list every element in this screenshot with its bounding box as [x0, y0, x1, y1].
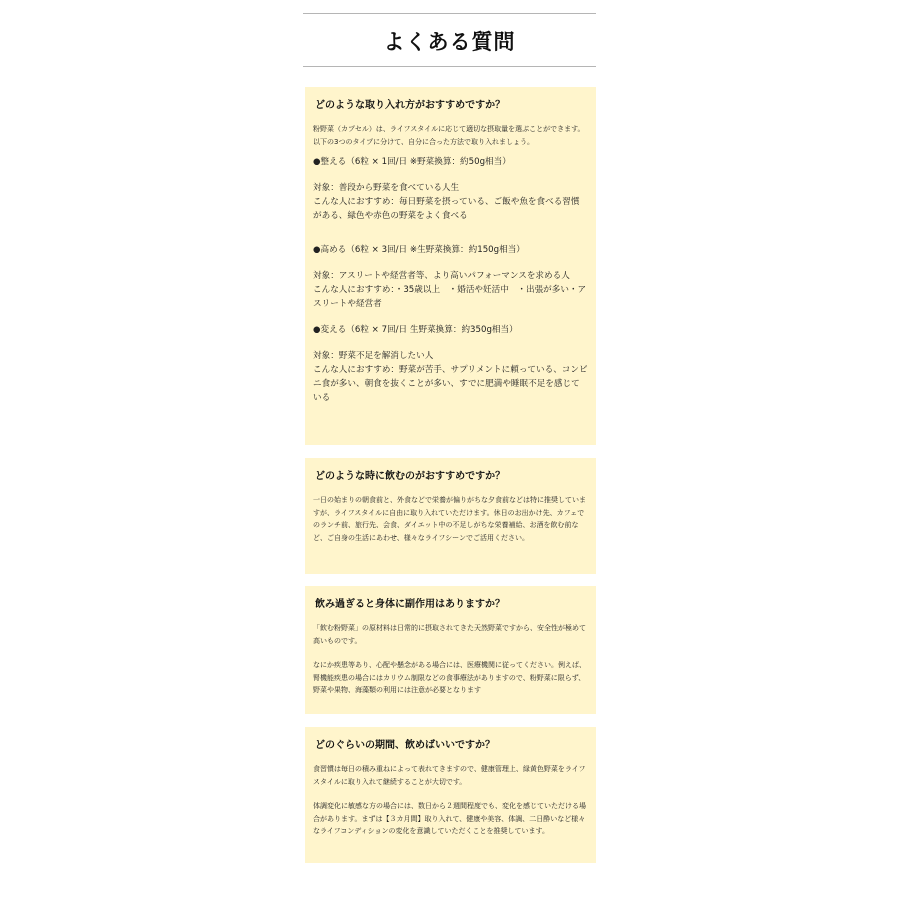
faq-question: 飲み過ぎると身体に副作用はありますか？: [315, 599, 505, 610]
page-title: よくある質問: [383, 30, 516, 54]
plan-target: 対象：アスリートや経営者等、より高いパフォーマンスを求める人: [313, 271, 570, 281]
faq-paragraph: 体調変化に敏感な方の場合には、数日から２週間程度でも、変化を感じていただける場合があります。まずは【３カ月間】取り入れて、健康や美容、体調、二日酔いなど様々なライフコンディションの変化を意識していただくことを推奨しています。: [313, 802, 586, 835]
faq-question: どのぐらいの期間、飲めばいいですか？: [315, 740, 495, 751]
plan-heading-boost: ●高める（6粒 × 3回/日 ※生野菜換算：約150g相当）: [313, 245, 525, 255]
plan-recommend: こんな人におすすめ：野菜が苦手、サプリメントに頼っている、コンビニ食が多い、朝食を抜くことが多い、すでに肥満や睡眠不足を感じている: [313, 365, 588, 403]
faq-item-timing: [305, 458, 596, 574]
plan-recommend: こんな人におすすめ：・35歳以上 ・婚活や妊活中 ・出張が多い・アスリートや経営者: [313, 285, 587, 309]
faq-question: どのような時に飲むのがおすすめですか？: [315, 471, 506, 482]
faq-answer: [313, 123, 588, 405]
plan-heading-adjust: ●整える（6粒 × 1回/日 ※野菜換算：約50g相当）: [313, 157, 511, 167]
faq-paragraph: 「飲む粉野菜」の原材料は日常的に摂取されてきた天然野菜ですから、安全性が極めて高いものです。: [313, 624, 586, 645]
faq-item-intake-method: [305, 87, 596, 445]
faq-answer: [313, 763, 588, 838]
plan-target: 対象：野菜不足を解消したい人: [313, 351, 434, 361]
faq-item-duration: [305, 727, 596, 863]
faq-paragraph: なにか疾患等あり、心配や懸念がある場合には、医療機関に従ってください。例えば、腎機能疾患の場合にはカリウム制限などの食事療法がありますので、粉野菜に限らず、野菜や果物、海藻類の利用には注意が必要となります: [313, 661, 586, 694]
plan-target: 対象：普段から野菜を食べている人生: [313, 183, 460, 193]
faq-item-side-effects: [305, 586, 596, 714]
faq-intro: 粉野菜（カプセル）は、ライフスタイルに応じて適切な摂取量を選ぶことができます。以下の3つのタイプに分けて、自分に合った方法で取り入れましょう。: [313, 125, 585, 146]
title-top-divider: [303, 13, 596, 14]
faq-question: どのような取り入れ方がおすすめですか？: [315, 100, 506, 111]
faq-answer: [313, 622, 588, 697]
faq-answer: [313, 494, 588, 544]
plan-heading-change: ●変える（6粒 × 7回/日 生野菜換算：約350g相当）: [313, 325, 518, 335]
plan-recommend: こんな人におすすめ：毎日野菜を摂っている、ご飯や魚を食べる習慣がある、緑色や赤色の野菜をよく食べる: [313, 197, 580, 221]
faq-paragraph: 一日の始まりの朝食前と、外食などで栄養が偏りがちな夕食前などは特に推奨していますが、ライフスタイルに自由に取り入れていただけます。休日のお出かけ先、カフェでのランチ前、旅行先、会食、ダイエット中の不足しがちな栄養補給、お酒を飲む前など、ご自身の生活にあわせ、様々なライフシーンでご活用ください。: [313, 496, 586, 542]
title-bottom-divider: [303, 66, 596, 67]
faq-paragraph: 食習慣は毎日の積み重ねによって表れてきますので、健康管理上、緑黄色野菜をライフスタイルに取り入れて継続することが大切です。: [313, 765, 586, 786]
